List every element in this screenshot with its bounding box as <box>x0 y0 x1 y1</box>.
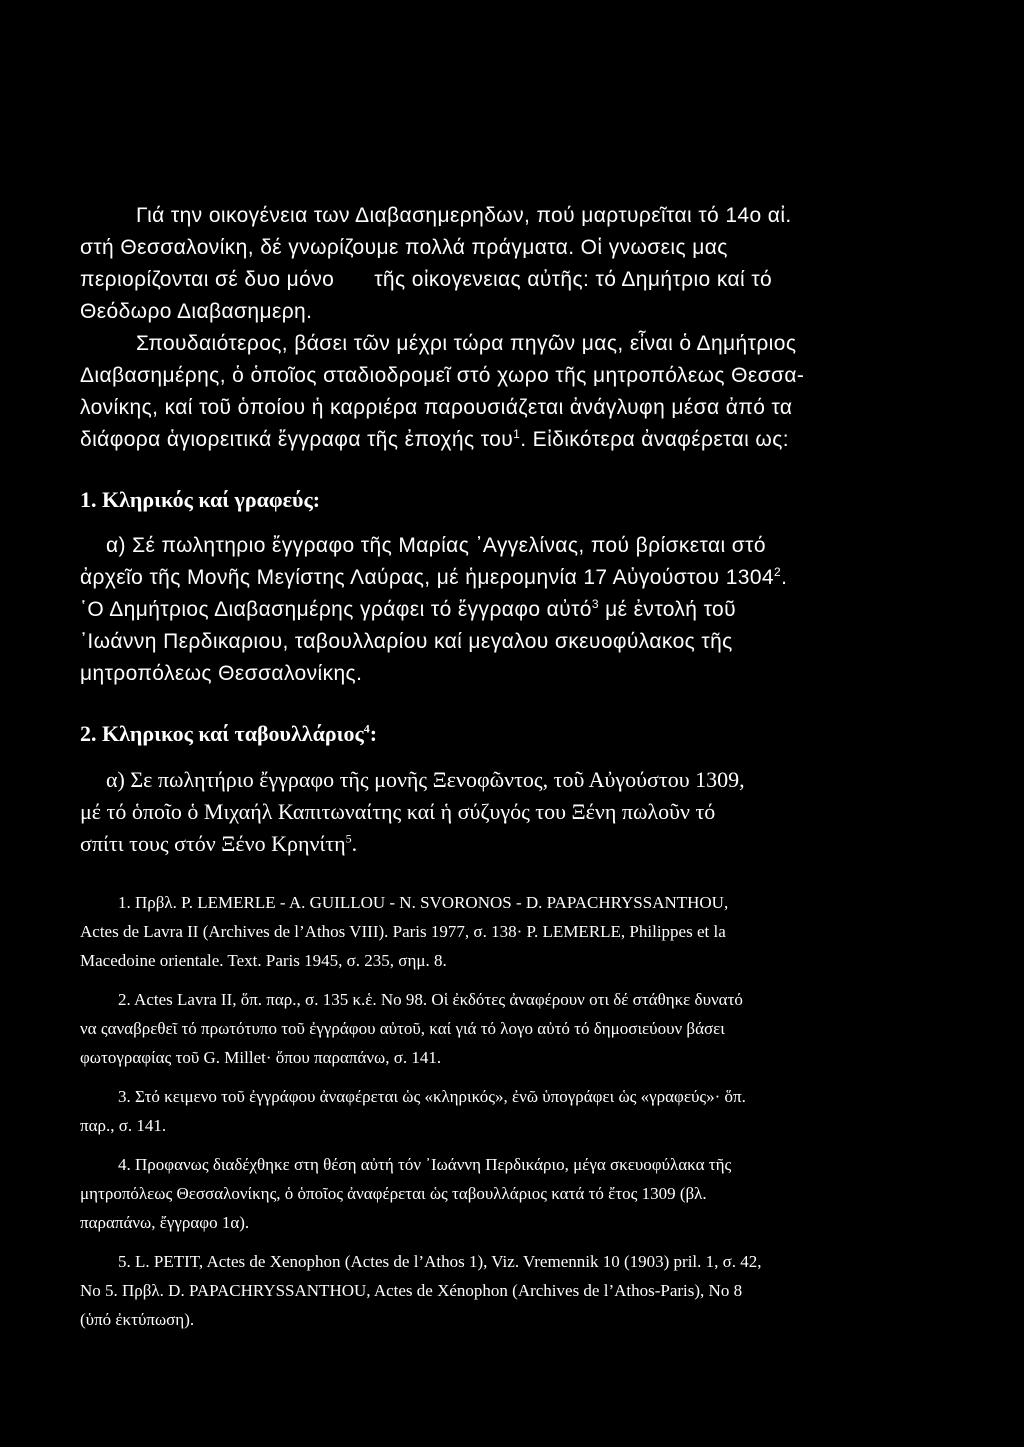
text-line: μέ τό ὁποῖο ὁ Μιχαήλ Καπιτωναίτης καί ἡ σύζυγός του Ξένη πωλοῦν τό <box>80 799 716 824</box>
text-line: Θεόδωρο Διαβασημερη. <box>80 300 313 323</box>
text-line: Σπουδαιότερος, βάσει τῶν μέχρι τώρα πηγῶν μας, εἶναι ὁ Δημήτριος <box>136 332 797 355</box>
footnote-line: 4. Προφανως διαδέχθηκε στη θέση αὐτή τόν ᾽Ιωάννη Περδικάριο, μέγα σκευοφύλακα τῆς <box>118 1155 732 1174</box>
footnote-line: 1. Πρβλ. P. LEMERLE - A. GUILLOU - N. SVORONOS - D. PAPACHRYSSANTHOU, <box>118 893 729 912</box>
text-line: Γιά την οικογένεια των Διαβασημερηδων, πού μαρτυρεῖται τό 14ο αἰ. <box>136 204 792 227</box>
text-fragment: διάφορα ἁγιορειτικά ἔγγραφα τῆς ἐποχής του <box>80 428 514 451</box>
footnote-5 <box>80 1247 942 1334</box>
text-fragment: . <box>351 831 358 856</box>
footnote-line: No 5. Πρβλ. D. PAPACHRYSSANTHOU, Actes de Xénophon (Archives de l’Athos-Paris), No 8 <box>80 1281 743 1300</box>
text-line: α) Σέ πωλητηριο ἔγγραφο τῆς Μαρίας ᾽Αγγελίνας, πού βρίσκεται στό <box>106 534 766 557</box>
footnote-line: Actes de Lavra II (Archives de l’Athos VIII). Paris 1977, σ. 138· P. LEMERLE, Philippes et la <box>80 922 726 941</box>
footnote-line: 2. Actes Lavra II, ὅπ. παρ., σ. 135 κ.ἑ. No 98. Οἱ ἐκδότες ἀναφέρουν οτι δέ στάθηκε δυνατό <box>118 990 743 1009</box>
text-fragment: περιορίζονται σέ δυο μόνο <box>80 268 335 291</box>
intro-paragraph <box>80 200 942 456</box>
section-1 <box>80 484 942 690</box>
text-line <box>80 424 942 456</box>
footnote-ref: 2 <box>774 565 782 579</box>
text-line: ᾽Ιωάννη Περδικαριου, ταβουλλαρίου καί μεγαλου σκευοφύλακος τῆς <box>80 630 733 653</box>
footnote-line: 5. L. PETIT, Actes de Xenophon (Actes de l’Athos 1), Viz. Vremennik 10 (1903) pril. 1, σ. 42, <box>118 1252 762 1271</box>
heading-suffix: : <box>369 721 378 746</box>
text-fragment: ῾Ο Δημήτριος Διαβασημέρης γράφει τό ἔγγραφο αὐτό <box>80 598 592 621</box>
text-line <box>80 594 942 626</box>
text-fragment: . Εἰδικότερα ἀναφέρεται ως: <box>520 428 789 451</box>
footnote-line: Macedoine orientale. Text. Paris 1945, σ. 235, σημ. 8. <box>80 951 447 970</box>
footnote-line: να ςαναβρεθεῖ τό πρωτότυπο τοῦ ἐγγράφου αὐτοῦ, καί γιά τό λογο αὐτό τό δημοσιεύουν βάσει <box>80 1019 725 1038</box>
footnote-line: παρ., σ. 141. <box>80 1116 167 1135</box>
text-line <box>80 562 942 594</box>
footnote-line: παραπάνω, ἔγγραφο 1α). <box>80 1213 250 1232</box>
text-line: μητροπόλεως Θεσσαλονίκης. <box>80 662 363 685</box>
footnote-2 <box>80 985 942 1072</box>
footnotes <box>80 888 942 1334</box>
text-fragment: σπίτι τους στόν Ξένο Κρηνίτη <box>80 831 346 856</box>
text-fragment: ἀρχεῖο τῆς Μονῆς Μεγίστης Λαύρας, μέ ἡμερομηνία 17 Αὐγούστου 1304 <box>80 566 775 589</box>
section-heading: 1. Κληρικός καί γραφεύς: <box>80 487 321 512</box>
text-fragment: μέ ἐντολή τοῦ <box>598 598 736 621</box>
text-fragment: . <box>781 566 788 589</box>
footnote-ref: 3 <box>591 597 599 611</box>
footnote-line: φωτογραφίας τοῦ G. Millet· ὅπου παραπάνω, σ. 141. <box>80 1048 442 1067</box>
document-page <box>80 200 942 1334</box>
footnote-ref: 1 <box>513 427 521 441</box>
footnote-4 <box>80 1150 942 1237</box>
text-fragment: τῆς οἰκογενειας αὐτῆς: τό Δημήτριο καί τό <box>374 268 773 291</box>
heading-text: 2. Κληρικος καί ταβουλλάριος <box>80 721 364 746</box>
footnote-ref: 5 <box>345 831 352 846</box>
text-line: Διαβασημέρης, ὁ ὁποῖος σταδιοδρομεῖ στό χωρο τῆς μητροπόλεως Θεσσα- <box>80 364 805 387</box>
text-line <box>80 828 942 860</box>
footnote-line: 3. Στό κειμενο τοῦ ἐγγράφου ἀναφέρεται ὡς «κληρικός», ἐνῶ ὑπογράφει ὡς «γραφεύς»· ὅπ. <box>118 1087 746 1106</box>
text-line: στή Θεσσαλονίκη, δέ γνωρίζουμε πολλά πράγματα. Οἱ γνωσεις μας <box>80 236 728 259</box>
text-line: λονίκης, καί τοῦ ὁποίου ἡ καρριέρα παρουσιάζεται ἀνάγλυφη μέσα ἀπό τα <box>80 396 793 419</box>
footnote-1 <box>80 888 942 975</box>
footnote-3 <box>80 1082 942 1140</box>
text-line <box>80 264 942 296</box>
footnote-line: (ὑπό ἐκτύπωση). <box>80 1310 195 1329</box>
footnote-line: μητροπόλεως Θεσσαλονίκης, ὁ ὁποῖος ἀναφέρεται ὡς ταβουλλάριος κατά τό ἔτος 1309 (βλ. <box>80 1184 707 1203</box>
footnote-ref: 4 <box>363 721 370 736</box>
section-2 <box>80 718 942 860</box>
section-heading <box>80 718 942 750</box>
text-line: α) Σε πωλητήριο ἔγγραφο τῆς μονῆς Ξενοφῶντος, τοῦ Αὐγούστου 1309, <box>106 767 745 792</box>
